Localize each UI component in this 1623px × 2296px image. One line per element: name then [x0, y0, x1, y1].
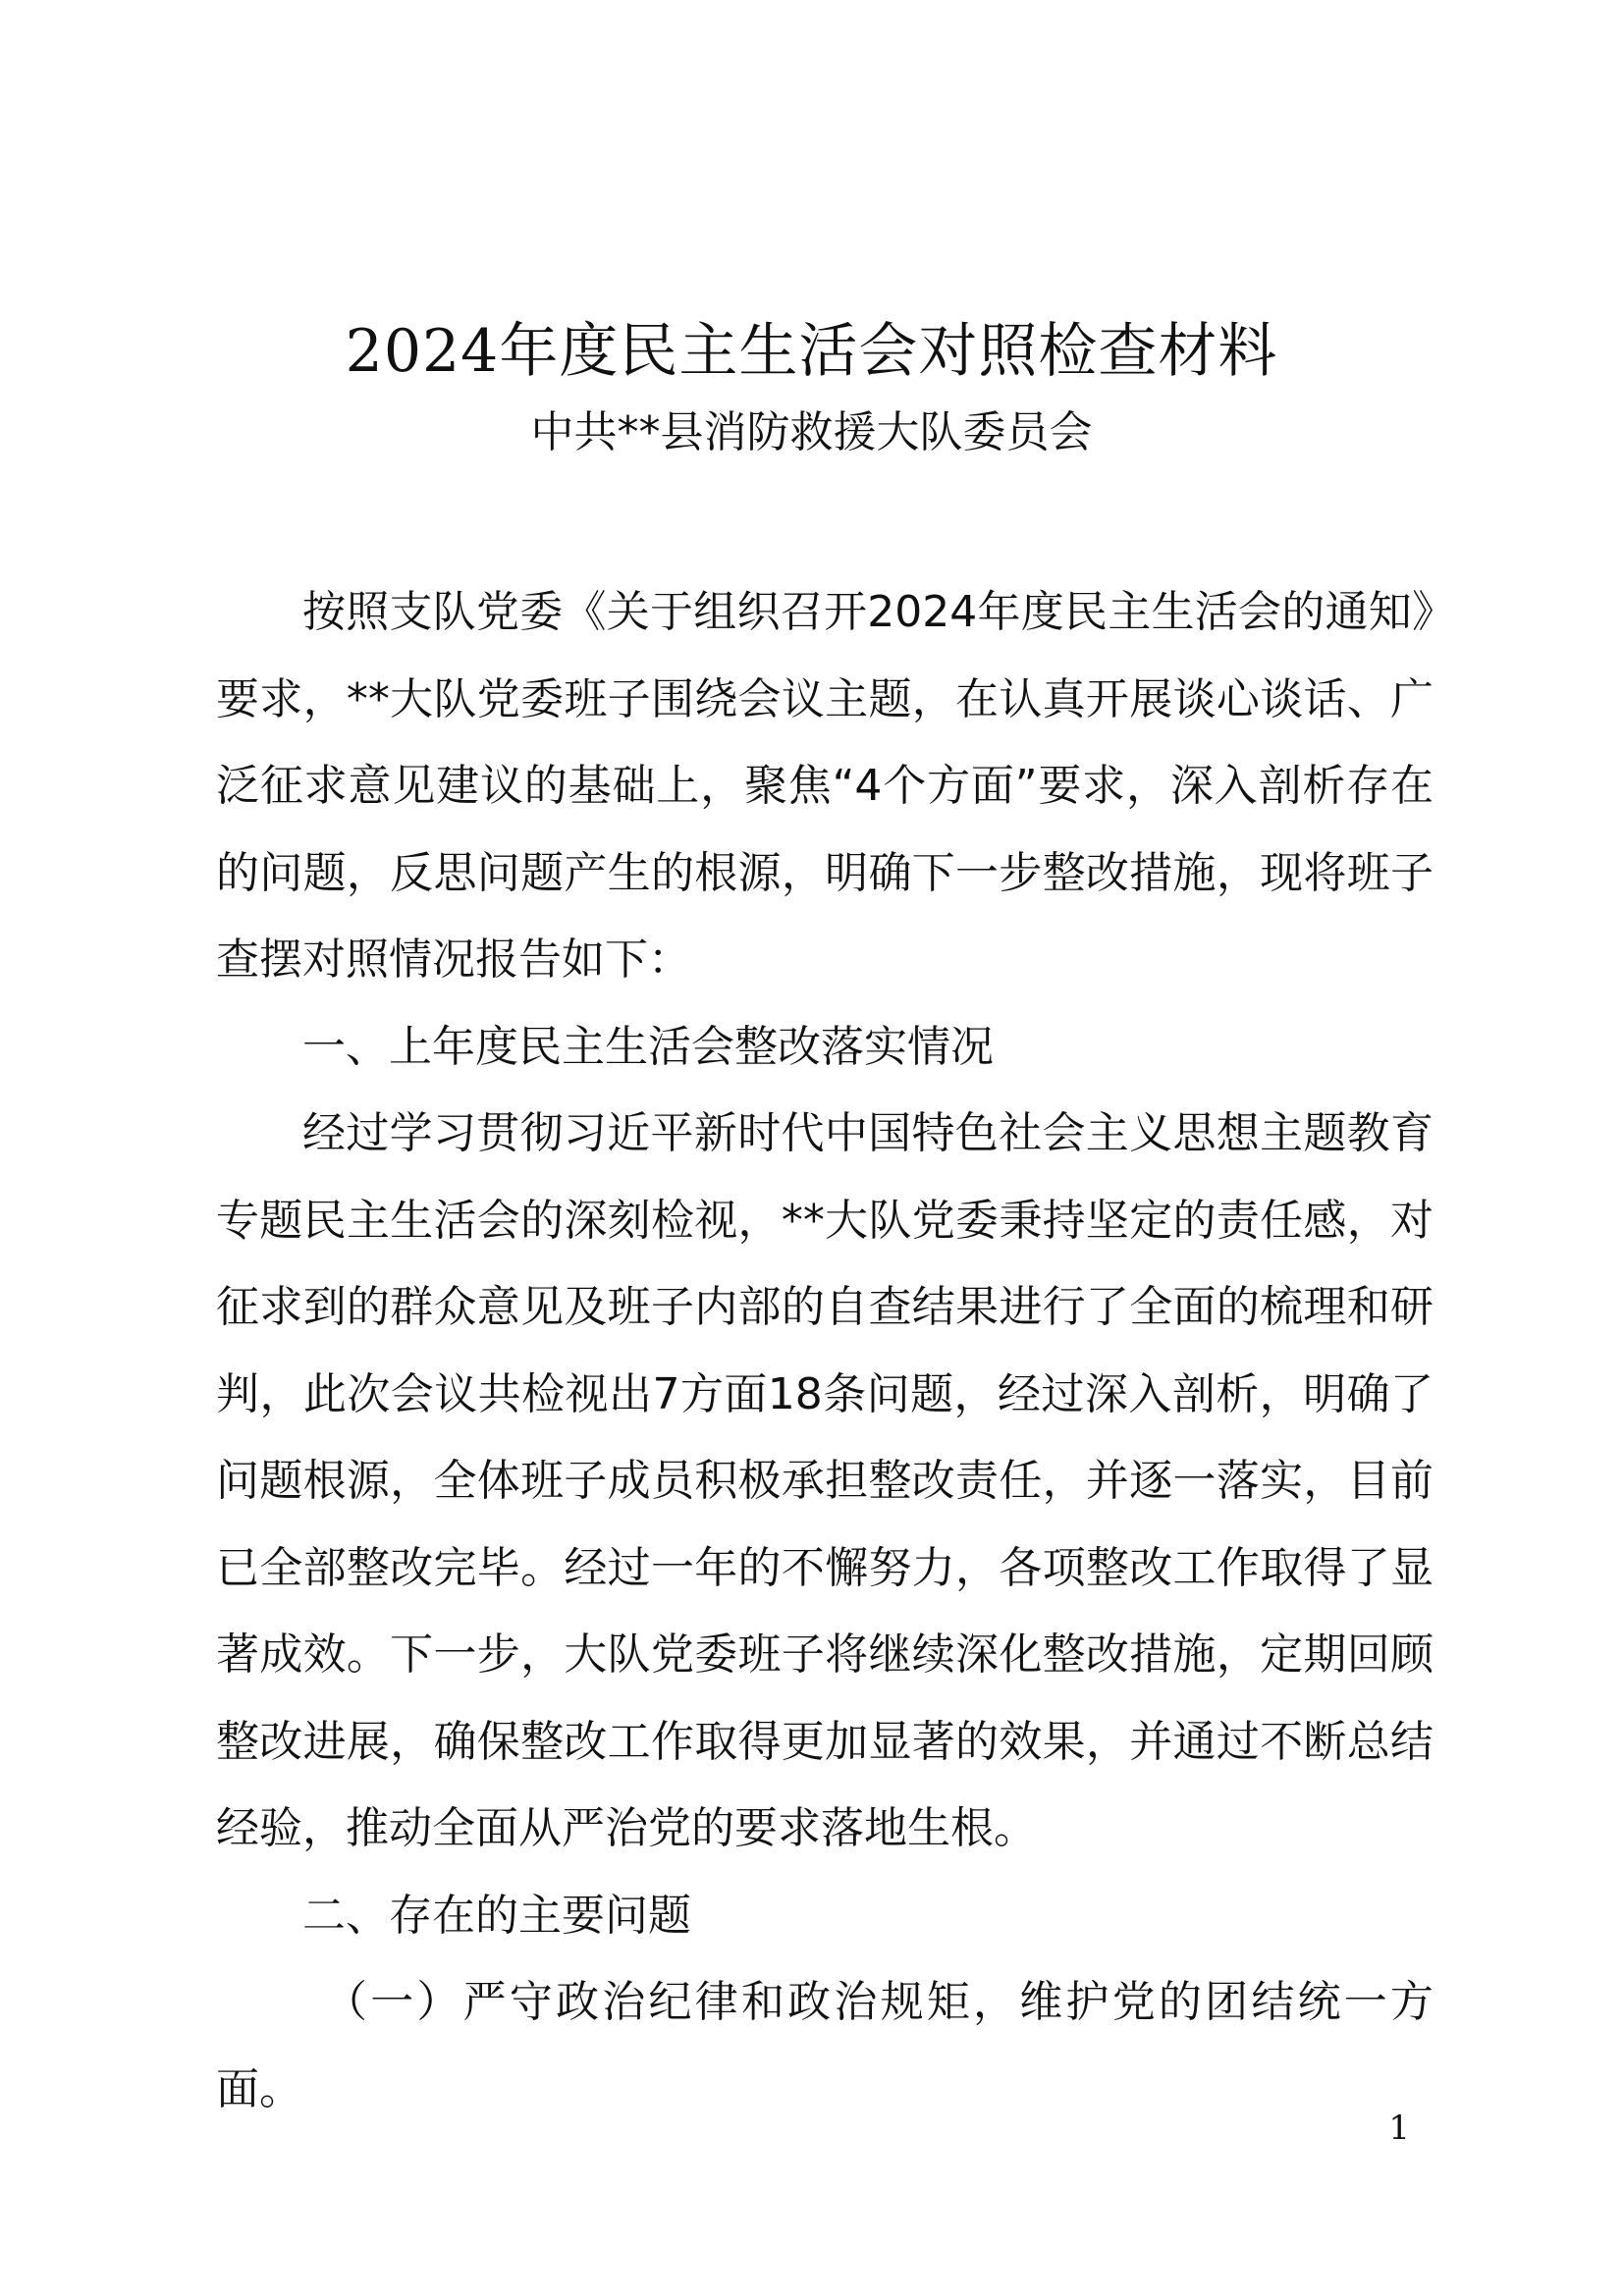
intro-paragraph: 按照支队党委《关于组织召开2024年度民主生活会的通知》要求，**大队党委班子围绕会议主题，在认真开展谈心谈话、广泛征求意见建议的基础上，聚焦“4个方面”要求，深入剖析存在的问题，反思问题产生的根源，明确下一步整改措施，现将班子查摆对照情况报告如下： — [216, 587, 1434, 985]
document-subtitle: 中共**县消防救援大队委员会 — [530, 407, 1093, 457]
section-1-paragraph: 经过学习贯彻习近平新时代中国特色社会主义思想主题教育专题民主生活会的深刻检视，**大队党委秉持坚定的责任感，对征求到的群众意见及班子内部的自查结果进行了全面的梳理和研判，此次会议共检视出7方面18条问题，经过深入剖析，明确了问题根源，全体班子成员积极承担整改责任，并逐一落实，目前已全部整改完毕。经过一年的不懈努力，各项整改工作取得了显著成效。下一步，大队党委班子将继续深化整改措施，定期回顾整改进展，确保整改工作取得更加显著的效果，并通过不断总结经验，推动全面从严治党的要求落地生根。 — [216, 1108, 1434, 1853]
document-body — [216, 569, 1434, 2133]
page-number: 1 — [1388, 2109, 1410, 2148]
subsection-heading-1: （一）严守政治纪律和政治规矩，维护党的团结统一方面。 — [216, 1977, 1434, 2114]
section-heading-2: 二、存在的主要问题 — [302, 1890, 691, 1941]
document-title: 2024年度民主生活会对照检查材料 — [345, 317, 1278, 386]
section-heading-1: 一、上年度民主生活会整改落实情况 — [302, 1021, 994, 1072]
